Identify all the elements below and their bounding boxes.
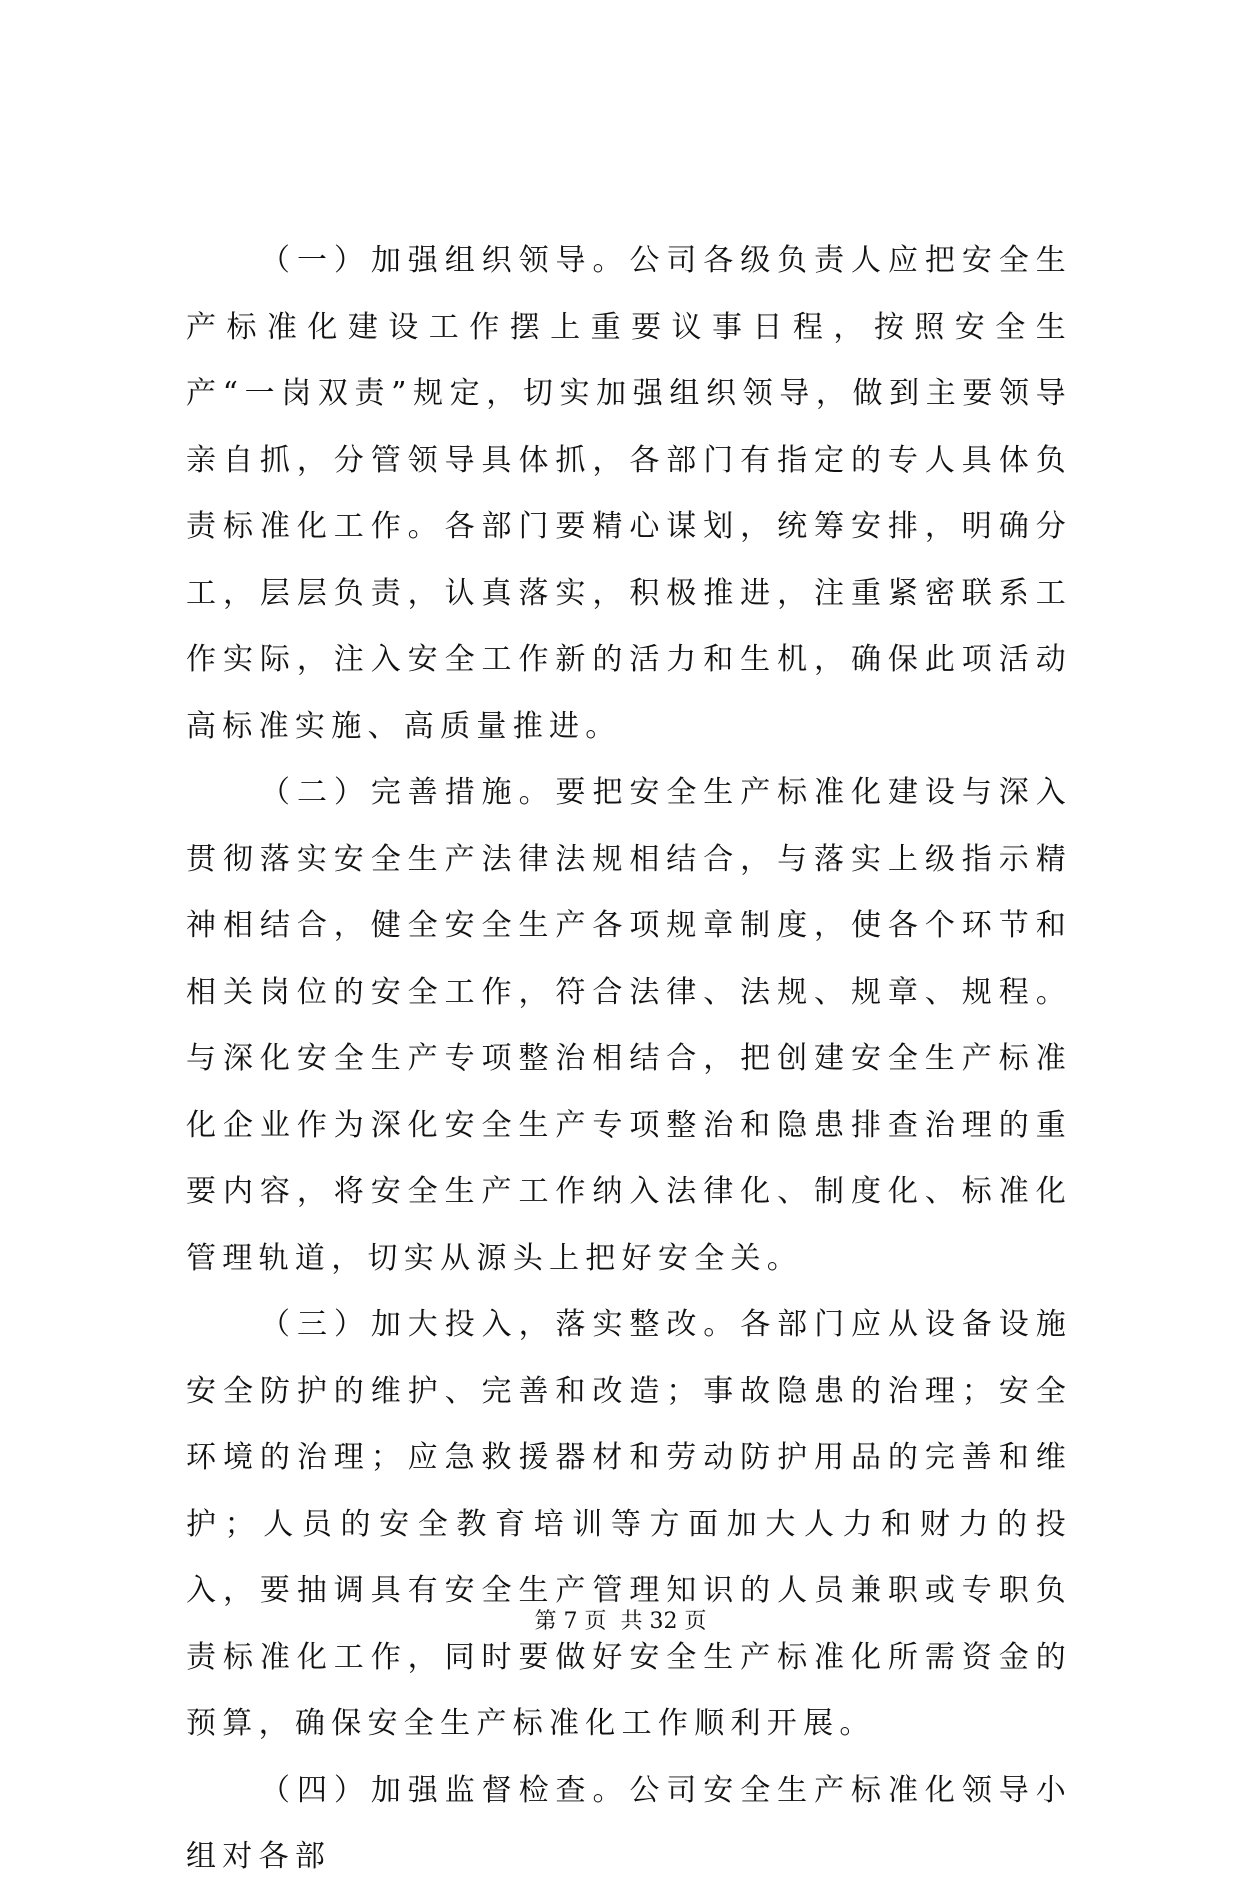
paragraph-4: （四）加强监督检查。公司安全生产标准化领导小组对各部 (186, 1772, 1072, 1874)
paragraph-3: （三）加大投入，落实整改。各部门应从设备设施安全防护的维护、完善和改造；事故隐患的治理；安全环境的治理；应急救援器材和劳动防护用品的完善和维护；人员的安全教育培训等方面加大人力和财力的投入，要抽调具有安全生产管理知识的人员兼职或专职负责标准化工作，同时要做好安全生产标准化所需资金的预算，确保安全生产标准化工作顺利开展。 (186, 1307, 1072, 1741)
paragraph-1: （一）加强组织领导。公司各级负责人应把安全生产标准化建设工作摆上重要议事日程，按照安全生产“一岗双责”规定，切实加强组织领导，做到主要领导亲自抓，分管领导具体抓，各部门有指定的专人具体负责标准化工作。各部门要精心谋划，统筹安排，明确分工，层层负责，认真落实，积极推进，注重紧密联系工作实际，注入安全工作新的活力和生机，确保此项活动高标准实施、高质量推进。 (186, 243, 1072, 744)
page-footer (0, 1607, 1241, 1637)
page-number: 第 7 页 共 32 页 (534, 1609, 707, 1634)
paragraph-2: （二）完善措施。要把安全生产标准化建设与深入贯彻落实安全生产法律法规相结合，与落实上级指示精神相结合，健全安全生产各项规章制度，使各个环节和相关岗位的安全工作，符合法律、法规、规章、规程。与深化安全生产专项整治相结合，把创建安全生产标准化企业作为深化安全生产专项整治和隐患排查治理的重要内容，将安全生产工作纳入法律化、制度化、标准化管理轨道，切实从源头上把好安全关。 (186, 775, 1072, 1276)
document-body (186, 228, 1072, 1891)
